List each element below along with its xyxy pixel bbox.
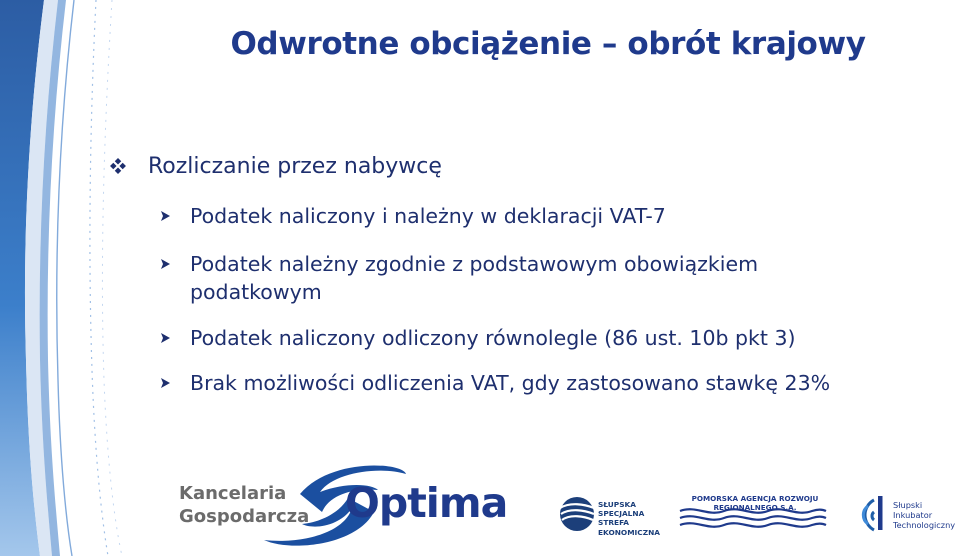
sit-logo-text: Słupski Inkubator Technologiczny: [893, 500, 956, 531]
arrow-bullet-icon: [160, 332, 171, 344]
sse-logo-text: SŁUPSKA SPECJALNA STREFA EKONOMICZNA: [598, 500, 660, 537]
arrow-bullet-icon: [160, 258, 171, 270]
slide-title: Odwrotne obciążenie – obrót krajowy: [230, 26, 866, 62]
sit-logo-icon: [863, 496, 882, 530]
sub-bullet-text: Podatek naliczony i należny w deklaracji VAT-7: [190, 204, 666, 228]
main-bullet-text: Rozliczanie przez nabywcę: [148, 154, 442, 179]
arrow-bullet-icon: [160, 210, 171, 222]
sub-bullet-text: Podatek naliczony odliczony równolegle (86 ust. 10b pkt 3): [190, 326, 796, 350]
sse-globe-icon: [560, 497, 594, 531]
sub-bullet-text: Podatek należny zgodnie z podstawowym obowiązkiem podatkowym: [190, 252, 759, 304]
parr-logo-text: POMORSKA AGENCJA ROZWOJU REGIONALNEGO S.A.: [691, 494, 819, 512]
optima-logo-text: Optima: [345, 479, 508, 527]
sub-bullet-text: Brak możliwości odliczenia VAT, gdy zastosowano stawkę 23%: [190, 371, 831, 395]
kancelaria-logo-text: Kancelaria Gospodarcza: [179, 483, 310, 527]
diamond-bullet-icon: [110, 158, 126, 174]
arrow-bullet-icon: [160, 377, 171, 389]
